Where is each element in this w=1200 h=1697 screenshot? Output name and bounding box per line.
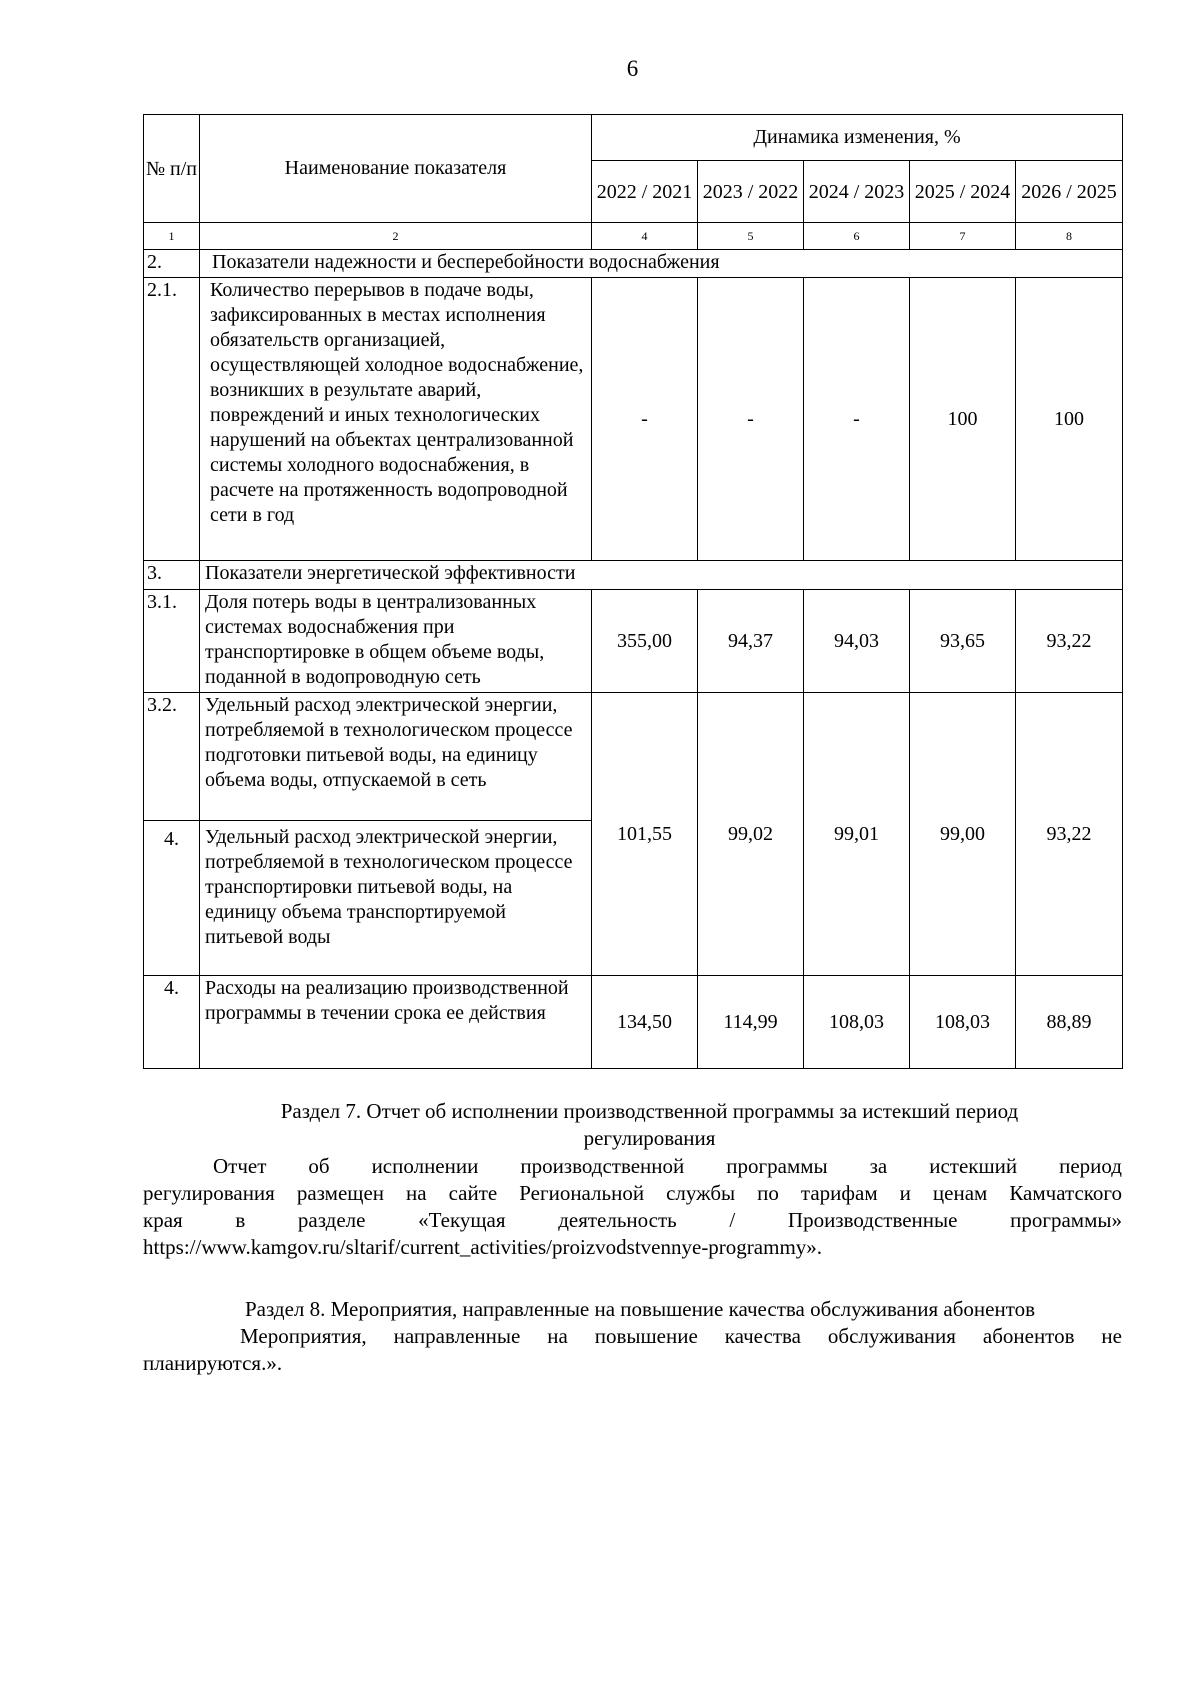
- column-number: 2: [200, 223, 592, 250]
- section-num: 3.: [144, 561, 200, 590]
- row-num: 4.: [144, 976, 200, 1069]
- row-num: 3.2.: [144, 693, 200, 821]
- section8-paragraph: [143, 1323, 1122, 1377]
- row-value: 93,22: [1016, 590, 1123, 693]
- row-name: Расходы на реализацию производственной программы в течении срока ее действия: [200, 976, 592, 1069]
- section-title: Показатели энергетической эффективности: [200, 561, 1123, 590]
- header-year: 2025 / 2024: [910, 161, 1016, 223]
- row-value: 94,03: [804, 590, 910, 693]
- row-value: 101,55: [592, 693, 698, 976]
- row-value: -: [592, 278, 698, 561]
- indicators-table: [143, 114, 1123, 1069]
- table-row: [144, 278, 1123, 561]
- row-num: 4.: [144, 821, 200, 976]
- header-year: 2023 / 2022: [698, 161, 804, 223]
- paragraph-line: Мероприятия, направленные на повышение качества обслуживания абонентов не: [240, 1324, 1122, 1348]
- header-row: [144, 115, 1123, 161]
- row-num: 3.1.: [144, 590, 200, 693]
- paragraph-line: Отчет об исполнении производственной программы за истекший период: [213, 1154, 1122, 1178]
- row-value: 88,89: [1016, 976, 1123, 1069]
- paragraph-line: https://www.kamgov.ru/sltarif/current_activities/proizvodstvennye-programmy».: [143, 1235, 823, 1259]
- column-number: 1: [144, 223, 200, 250]
- row-value: 99,00: [910, 693, 1016, 976]
- row-value: 94,37: [698, 590, 804, 693]
- column-number: 5: [698, 223, 804, 250]
- section-row: [144, 250, 1123, 278]
- column-number: 4: [592, 223, 698, 250]
- row-value: 355,00: [592, 590, 698, 693]
- header-year: 2022 / 2021: [592, 161, 698, 223]
- row-value: -: [698, 278, 804, 561]
- header-year: 2026 / 2025: [1016, 161, 1123, 223]
- row-value: 108,03: [910, 976, 1016, 1069]
- table-row: [144, 976, 1123, 1069]
- section-title: Показатели надежности и бесперебойности водоснабжения: [200, 250, 1123, 278]
- row-value: 93,22: [1016, 693, 1123, 976]
- table-row: [144, 590, 1123, 693]
- page-number: 6: [626, 56, 639, 81]
- row-value: 134,50: [592, 976, 698, 1069]
- section7-title: [160, 1098, 1139, 1152]
- column-number: 8: [1016, 223, 1123, 250]
- section7-title-line: регулирования: [583, 1126, 716, 1150]
- paragraph-line: планируются.».: [143, 1351, 283, 1375]
- row-value: -: [804, 278, 910, 561]
- column-number: 7: [910, 223, 1016, 250]
- row-value: 114,99: [698, 976, 804, 1069]
- section7-title-line: Раздел 7. Отчет об исполнении производственной программы за истекший период: [280, 1099, 1019, 1123]
- row-name: Удельный расход электрической энергии, потребляемой в технологическом процессе транспортировки питьевой воды, на единицу объема транспортируемой питьевой воды: [200, 821, 592, 976]
- row-value: 100: [910, 278, 1016, 561]
- section7-paragraph: [143, 1153, 1122, 1261]
- table-row: [144, 693, 1123, 821]
- header-name: Наименование показателя: [200, 115, 592, 223]
- header-year: 2024 / 2023: [804, 161, 910, 223]
- row-value: 100: [1016, 278, 1123, 561]
- column-numbers-row: [144, 223, 1123, 250]
- column-number: 6: [804, 223, 910, 250]
- row-value: 99,01: [804, 693, 910, 976]
- section8-title: Раздел 8. Мероприятия, направленные на повышение качества обслуживания абонентов: [244, 1297, 1036, 1321]
- paragraph-line: края в разделе «Текущая деятельность / Производственные программы»: [143, 1208, 1122, 1232]
- row-value: 93,65: [910, 590, 1016, 693]
- section-row: [144, 561, 1123, 590]
- header-num: № п/п: [144, 115, 200, 223]
- section-num: 2.: [144, 250, 200, 278]
- row-num: 2.1.: [144, 278, 200, 561]
- paragraph-line: регулирования размещен на сайте Региональной службы по тарифам и ценам Камчатского: [143, 1181, 1122, 1205]
- header-dynamics: Динамика изменения, %: [592, 115, 1123, 161]
- row-name: Количество перерывов в подаче воды, зафиксированных в местах исполнения обязательств организацией, осуществляющей холодное водоснабжение, возникших в результате аварий, повреждений и иных технологических нарушений на объектах централизованной системы холодного водоснабжения, в расчете на протяженность водопроводной сети в год: [200, 278, 592, 561]
- row-name: Доля потерь воды в централизованных системах водоснабжения при транспортировке в общем объеме воды, поданной в водопроводную сеть: [200, 590, 592, 693]
- row-value: 108,03: [804, 976, 910, 1069]
- row-value: 99,02: [698, 693, 804, 976]
- row-name: Удельный расход электрической энергии, потребляемой в технологическом процессе подготовки питьевой воды, на единицу объема воды, отпускаемой в сеть: [200, 693, 592, 821]
